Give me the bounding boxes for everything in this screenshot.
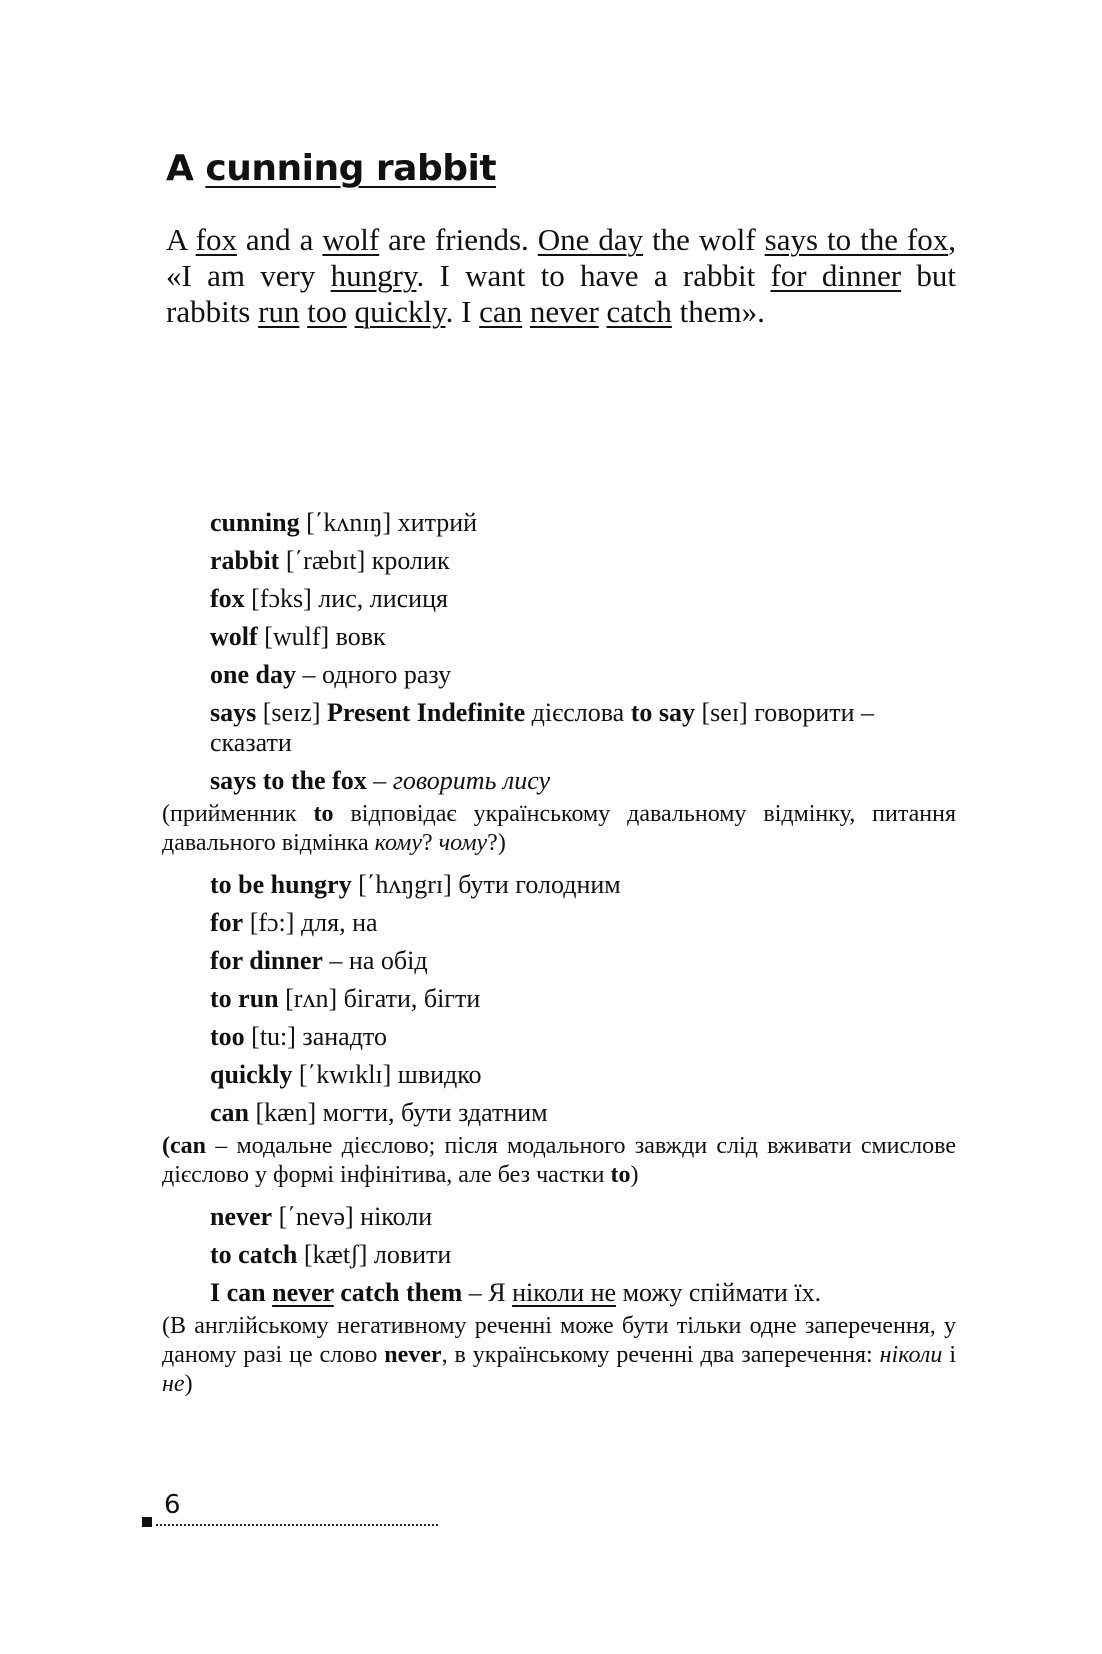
- story-text: the wolf: [643, 222, 765, 257]
- vocab-headword: one day: [210, 660, 296, 689]
- vocab-entry-catch: [210, 1240, 960, 1270]
- vocab-headword: fox: [210, 584, 245, 613]
- vocab-definition: [΄kʌnɪŋ] хитрий: [299, 508, 478, 537]
- note-text: ?): [487, 830, 506, 856]
- vocab-definition: [fɔks] лис, лисиця: [244, 584, 448, 613]
- vocab-entry-for: [210, 908, 960, 938]
- vocab-definition: [tu:] занадто: [244, 1022, 387, 1051]
- vocab-definition: [kætʃ] ловити: [297, 1240, 452, 1269]
- vocab-entry-says: [210, 698, 960, 758]
- vocab-entry-hungry: [210, 870, 960, 900]
- note-text: відповідає українському давальному відмінку, питання давального відмінка: [162, 801, 956, 856]
- vocab-entry-for-dinner: [210, 946, 960, 976]
- note-bold: to: [313, 801, 334, 827]
- title-underlined: cunning rabbit: [205, 148, 497, 189]
- story-text: , «I am very: [166, 222, 956, 293]
- example-translation: – Я: [462, 1278, 513, 1307]
- vocabulary-list: [0, 508, 1102, 1411]
- story-text: are friends.: [379, 222, 538, 257]
- story-vocab-word: can: [479, 294, 523, 329]
- story-text: . I want to have a rabbit: [416, 258, 771, 293]
- example-english-underlined: never: [272, 1278, 334, 1307]
- vocab-definition: [fɔ:] для, на: [243, 908, 378, 937]
- vocab-translation: говорить лису: [392, 766, 551, 795]
- story-title: [166, 148, 496, 189]
- vocab-entry-one-day: [210, 660, 960, 690]
- title-prefix: A: [166, 148, 206, 189]
- vocab-headword: to say: [630, 698, 696, 727]
- vocab-entry-fox: [210, 584, 960, 614]
- story-vocab-word: too: [307, 294, 347, 329]
- vocab-headword: to run: [210, 984, 279, 1013]
- story-text: . I: [445, 294, 480, 329]
- example-translation: можу спіймати їх.: [616, 1278, 822, 1307]
- vocab-headword: rabbit: [210, 546, 280, 575]
- story-vocab-word: run: [258, 294, 300, 329]
- vocab-definition: [kæn] могти, бути здатним: [249, 1098, 548, 1127]
- page-number: 6: [164, 1490, 181, 1520]
- vocab-headword: to be hungry: [210, 870, 352, 899]
- vocab-definition: [΄nevə] ніколи: [272, 1202, 433, 1231]
- story-text: A: [166, 222, 196, 257]
- story-vocab-word: fox: [195, 222, 237, 257]
- footer-dotted-rule: [142, 1517, 438, 1527]
- vocab-entry-never: [210, 1202, 960, 1232]
- vocab-headword: quickly: [210, 1060, 293, 1089]
- vocab-headword: never: [210, 1202, 273, 1231]
- example-english: catch them: [333, 1278, 463, 1307]
- note-italic: не: [162, 1371, 185, 1397]
- story-text: [522, 294, 530, 329]
- story-text: but rabbits: [166, 258, 957, 329]
- note-text: ): [184, 1371, 193, 1397]
- vocab-grammar-term: Present Indefinite: [327, 698, 526, 727]
- vocab-definition: [seɪz]: [256, 698, 327, 727]
- vocab-entry-cunning: [210, 508, 960, 538]
- vocab-headword: too: [210, 1022, 245, 1051]
- grammar-note-to: [162, 800, 956, 858]
- note-text: і: [942, 1342, 957, 1368]
- note-text: ?: [422, 830, 439, 856]
- story-vocab-word: catch: [606, 294, 672, 329]
- note-text: ): [630, 1162, 639, 1188]
- vocab-dash: –: [366, 766, 393, 795]
- story-vocab-word: for dinner: [770, 258, 902, 293]
- vocab-entry-can: [210, 1098, 960, 1128]
- vocab-headword: wolf: [210, 622, 258, 651]
- vocab-definition: – на обід: [322, 946, 428, 975]
- vocab-entry-wolf: [210, 622, 960, 652]
- vocab-definition: [rʌn] бігати, бігти: [278, 984, 481, 1013]
- example-translation-underlined: ніколи не: [512, 1278, 617, 1307]
- grammar-note-can: [162, 1132, 956, 1190]
- vocab-entry-quickly: [210, 1060, 960, 1090]
- note-text: (В англійському негативному реченні може бути тільки одне заперечення, у даному разі це слово: [162, 1313, 956, 1368]
- note-bold: can: [170, 1133, 206, 1159]
- note-italic: чому: [438, 830, 488, 856]
- vocab-definition: [΄kwɪklɪ] швидко: [292, 1060, 482, 1089]
- story-text: [347, 294, 355, 329]
- story-text: them».: [671, 294, 765, 329]
- vocab-example-sentence: [210, 1278, 960, 1308]
- note-bold: never: [384, 1342, 442, 1368]
- vocab-headword: cunning: [210, 508, 300, 537]
- vocab-entry-run: [210, 984, 960, 1014]
- grammar-note-negation: [162, 1312, 956, 1399]
- vocab-definition: [΄hʌŋgrɪ] бути голодним: [351, 870, 621, 899]
- note-bold: to: [610, 1162, 631, 1188]
- note-text: (прийменник: [162, 801, 314, 827]
- vocab-headword: to catch: [210, 1240, 298, 1269]
- story-text: [599, 294, 607, 329]
- story-vocab-word: says to the fox: [764, 222, 949, 257]
- footer-square-marker: [142, 1517, 152, 1527]
- story-vocab-word: quickly: [354, 294, 446, 329]
- vocab-definition: [΄ræbɪt] кролик: [279, 546, 450, 575]
- story-vocab-word: wolf: [322, 222, 380, 257]
- vocab-definition: дієслова: [525, 698, 631, 727]
- vocab-headword: says to the fox: [210, 766, 367, 795]
- vocab-headword: can: [210, 1098, 249, 1127]
- vocab-headword: says: [210, 698, 257, 727]
- story-vocab-word: hungry: [330, 258, 417, 293]
- vocab-definition: [seɪ] говорити – сказати: [210, 698, 875, 757]
- note-italic: ніколи: [879, 1342, 943, 1368]
- note-italic: кому: [374, 830, 422, 856]
- vocab-entry-too: [210, 1022, 960, 1052]
- story-paragraph: [166, 222, 956, 330]
- footer-dots: [156, 1524, 438, 1526]
- story-vocab-word: One day: [537, 222, 644, 257]
- story-text: and a: [236, 222, 323, 257]
- story-vocab-word: never: [529, 294, 599, 329]
- note-text: – модальне дієслово; після модального завжди слід вживати смислове дієслово у формі інфінітива, але без частки: [162, 1133, 956, 1188]
- vocab-headword: for dinner: [210, 946, 323, 975]
- note-bold: (: [162, 1133, 170, 1159]
- vocab-entry-rabbit: [210, 546, 960, 576]
- vocab-definition: [wulf] вовк: [257, 622, 386, 651]
- note-text: , в українському реченні два заперечення:: [441, 1342, 880, 1368]
- vocab-entry-says-to-the-fox: [210, 766, 960, 796]
- example-english: I can: [210, 1278, 273, 1307]
- vocab-headword: for: [210, 908, 244, 937]
- vocab-definition: – одного разу: [295, 660, 452, 689]
